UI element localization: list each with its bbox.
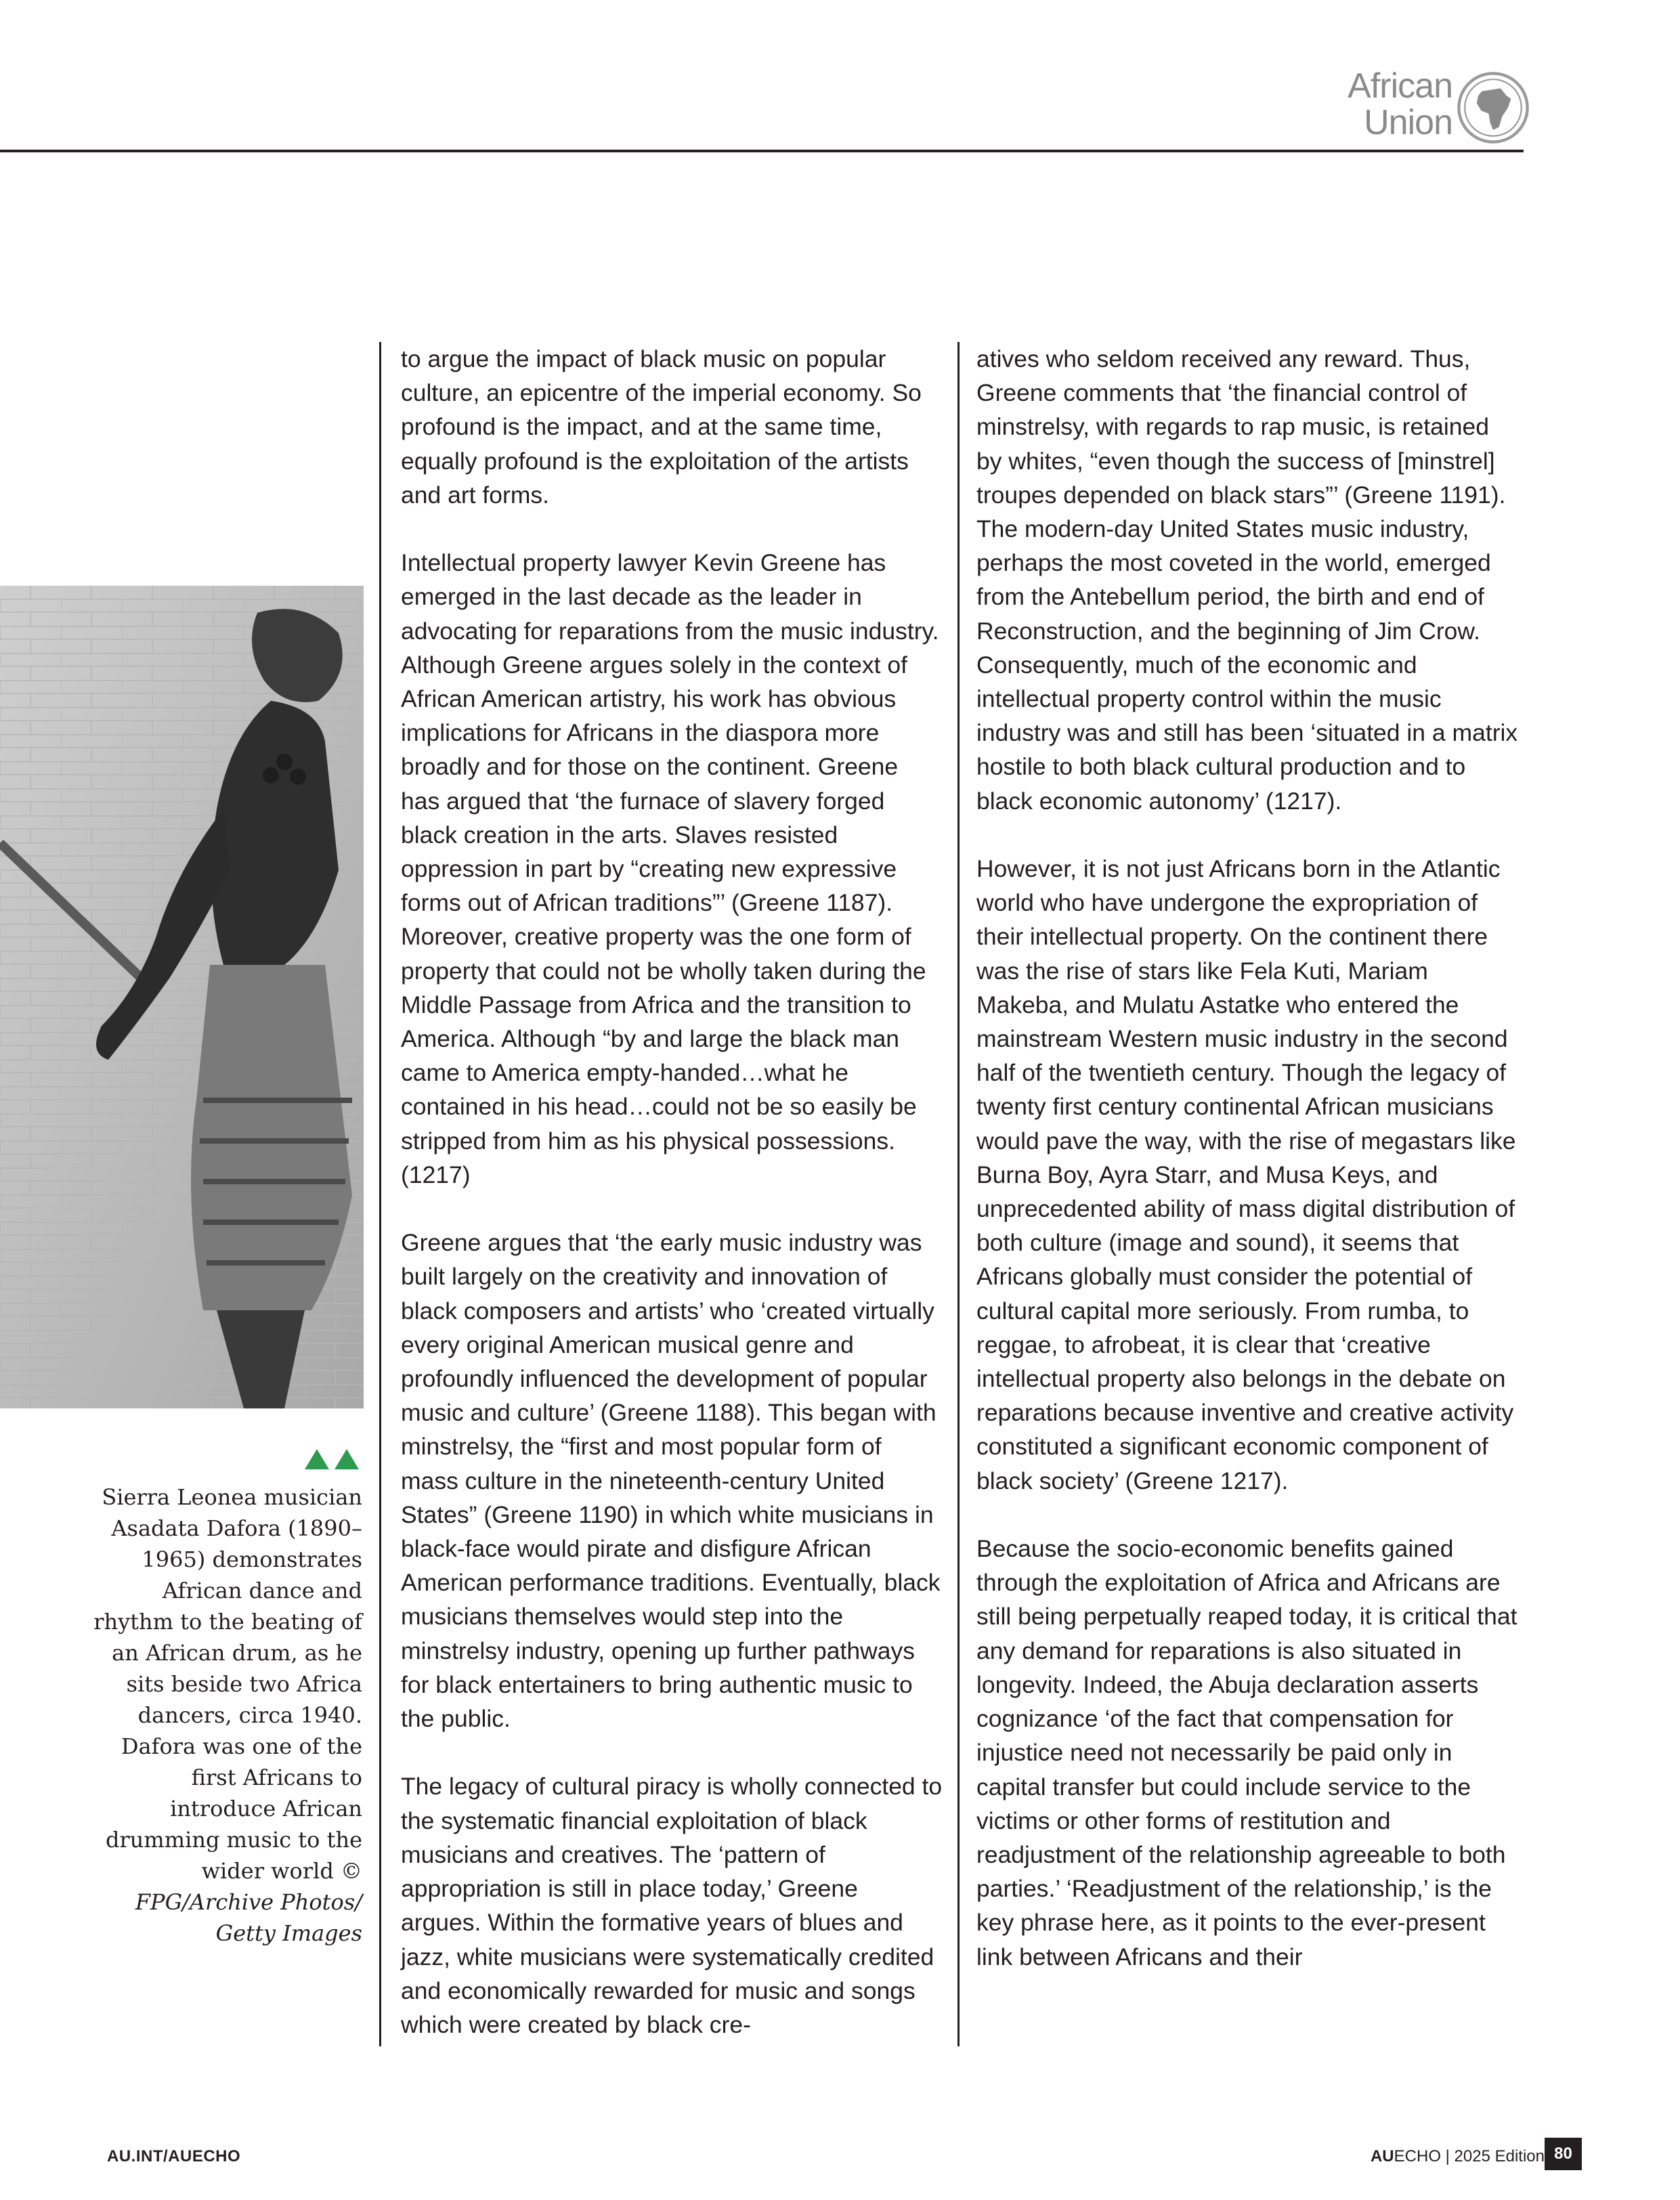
logo-wordmark	[1348, 68, 1452, 141]
paragraph: atives who seldom received any reward. Thus, Greene comments that ‘the financial control of minstrelsy, with regards to rap music, is retained by whites, “even though the success of [minstrel] troupes depended on black stars”’ (Greene 1191). The modern-day United States music industry, perhaps the most coveted in the world, emerged from the Antebellum period, the birth and end of Reconstruction, and the beginning of Jim Crow. Consequently, much of the economic and intellectual property control within the music industry was and still has been ‘situated in a matrix hostile to both black cultural production and to black economic autonomy’ (1217).	[976, 345, 1518, 815]
footer-edition	[1371, 2147, 1545, 2166]
paragraph: The legacy of cultural piracy is wholly connected to the systematic financial exploitation of black musicians and creatives. The ‘pattern of appropriation is still in place today,’ Greene argues. Within the formative years of blues and jazz, white musicians were systematically credited and economically rewarded for music and songs which were created by black cre-	[401, 1773, 943, 2038]
paragraph: However, it is not just Africans born in the Atlantic world who have undergone the expropriation of their intellectual property. On the continent there was the rise of stars like Fela Kuti, Mariam Makeba, and Mulatu Astatke who entered the mainstream Western music industry in the second half of the twentieth century. Though the legacy of twenty first century continental African musicians would pave the way, with the rise of megastars like Burna Boy, Ayra Starr, and Musa Keys, and unprecedented ability of mass digital distribution of both culture (image and sound), it seems that Africans globally must consider the potential of cultural capital more seriously. From rumba, to reggae, to afrobeat, it is clear that ‘creative intellectual property also belongs in the debate on reparations because inventive and creative activity constituted a significant economic component of black society’ (Greene 1217).	[976, 855, 1516, 1494]
caption-text: Sierra Leonea musician Asadata Dafora (1890–1965) demonstrates African dance and rhythm to the beating of an African drum, as he sits beside two Africa dancers, circa 1940. Dafora was one of the first Africans to introduce African drumming music to the wider world	[93, 1484, 362, 1884]
column-rule-2	[957, 342, 960, 2046]
africa-emblem-icon	[1456, 70, 1530, 145]
article-column-2	[976, 342, 1518, 1974]
photo-credit: © FPG/Archive Photos/ Getty Images	[135, 1858, 362, 1946]
paragraph: to argue the impact of black music on popular culture, an epicentre of the imperial economy. So profound is the impact, and at the same time, equally profound is the exploitation of the artists and art forms.	[401, 345, 922, 509]
footer-brand-rest: ECHO | 2025 Edition	[1394, 2147, 1545, 2165]
paragraph: Intellectual property lawyer Kevin Greene has emerged in the last decade as the leader in advocating for reparations from the music industry. Although Greene argues solely in the context of African American artistry, his work has obvious implications for Africans in the diaspora more broadly and for those on the continent. Greene has argued that ‘the furnace of slavery forged black creation in the arts. Slaves resisted oppression in part by “creating new expressive forms out of African traditions”’ (Greene 1187). Moreover, creative property was the one form of property that could not be wholly taken during the Middle Passage from Africa and the transition to America. Although “by and large the black man came to America empty-handed…what he contained in his head…could not be so easily be stripped from him as his physical possessions. (1217)	[401, 549, 939, 1188]
header-rule	[0, 150, 1524, 152]
logo-line-1: African	[1348, 66, 1452, 106]
article-column-1	[401, 342, 943, 2042]
page-number: 80	[1545, 2138, 1582, 2170]
african-union-logo	[1307, 68, 1530, 149]
paragraph: Because the socio-economic benefits gained through the exploitation of Africa and Africans are still being perpetually reaped today, it is critical that any demand for reparations is also situated in longevity. Indeed, the Abuja declaration asserts cognizance ‘of the fact that compensation for injustice need not necessarily be paid only in capital transfer but could include service to the victims or other forms of restitution and readjustment of the relationship agreeable to both parties.’ ‘Readjustment of the relationship,’ is the key phrase here, as it points to the ever-present link between Africans and their	[976, 1535, 1517, 1970]
paragraph: Greene argues that ‘the early music industry was built largely on the creativity and innovation of black composers and artists’ who ‘created virtually every original American musical genre and profoundly influenced the development of popular music and culture’ (Greene 1188). This began with minstrelsy, the “first and most popular form of mass culture in the nineteenth-century United States” (Greene 1190) in which white musicians in black-face would pirate and disfigure African American performance traditions. Eventually, black musicians themselves would step into the minstrelsy industry, opening up further pathways for black entertainers to bring authentic music to the public.	[401, 1229, 941, 1733]
footer-url[interactable]: AU.INT/AUECHO	[107, 2147, 241, 2165]
footer-brand-bold: AU	[1370, 2147, 1394, 2165]
logo-line-2: Union	[1364, 103, 1452, 142]
dafora-photo	[0, 586, 364, 1408]
column-rule-1	[379, 342, 381, 2046]
photo-caption	[81, 1482, 362, 1949]
caption-marker-icon	[305, 1448, 366, 1469]
